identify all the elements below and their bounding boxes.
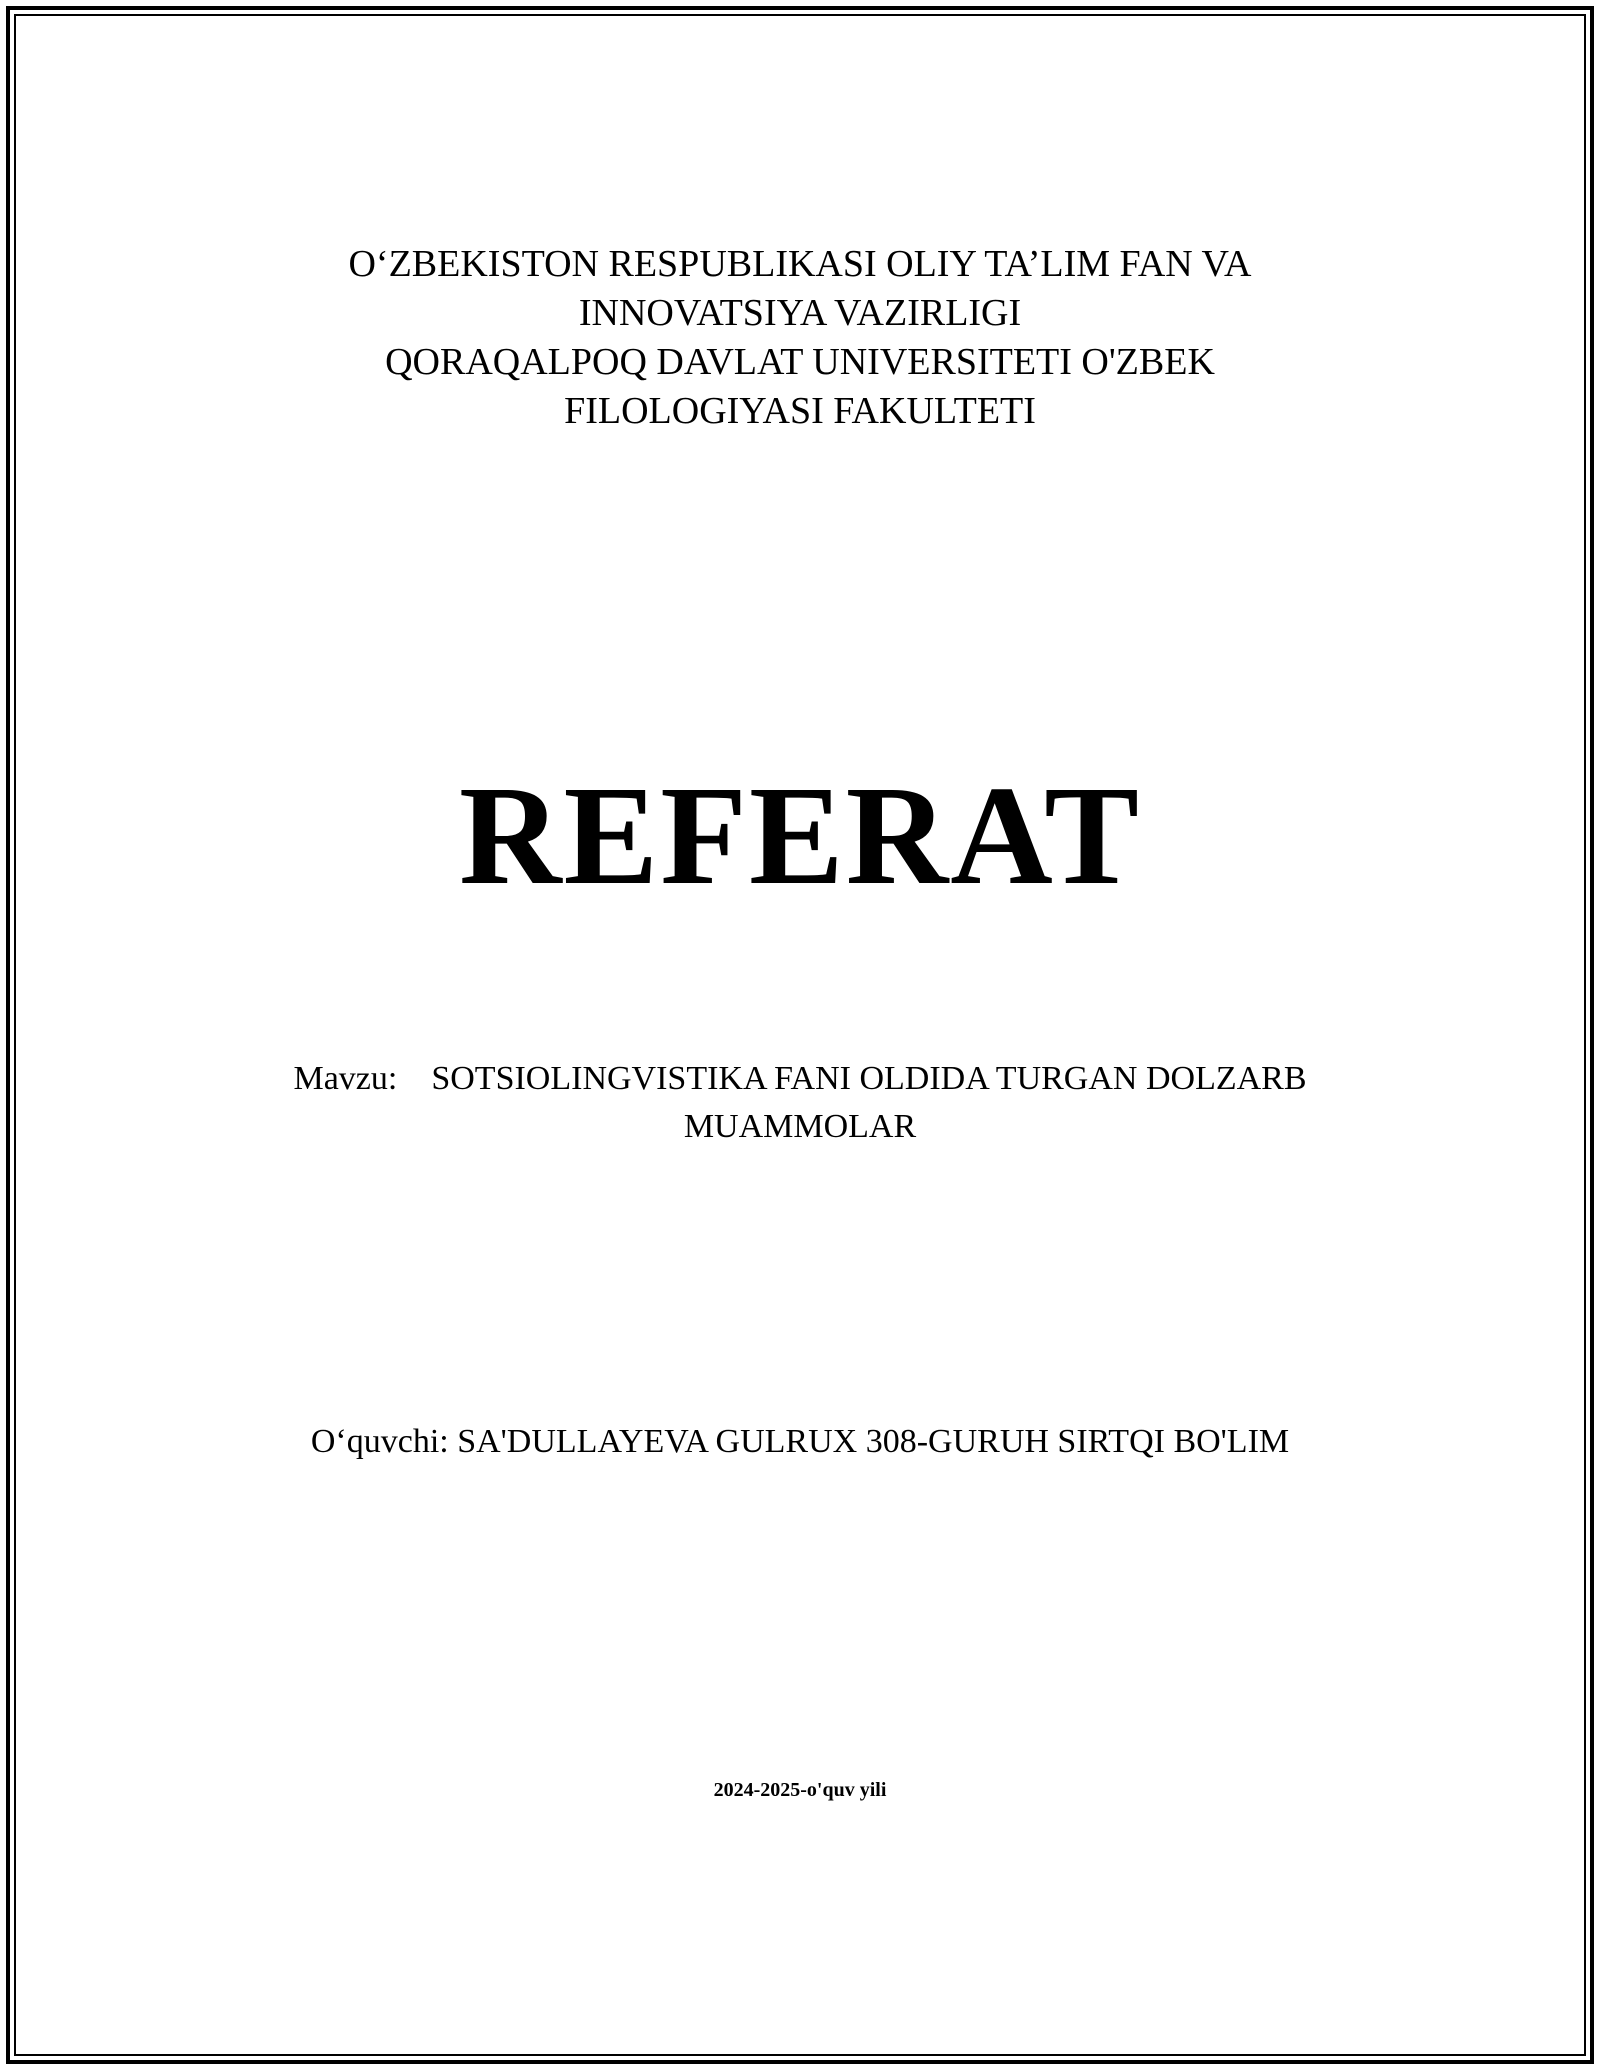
topic-label: Mavzu: xyxy=(293,1060,398,1097)
student-info: O‘quvchi: SA'DULLAYEVA GULRUX 308-GURUH SIRTQI BO'LIM xyxy=(310,1423,1290,1460)
topic-block xyxy=(0,1055,1600,1151)
institution-header xyxy=(0,240,1600,436)
header-line: QORAQALPOQ DAVLAT UNIVERSITETI O'ZBEK xyxy=(385,341,1215,383)
header-line: O‘ZBEKISTON RESPUBLIKASI OLIY TA’LIM FAN VA xyxy=(348,243,1252,285)
academic-year: 2024-2025-o'quv yili xyxy=(713,1779,887,1801)
header-line: INNOVATSIYA VAZIRLIGI xyxy=(578,292,1022,334)
header-line: FILOLOGIYASI FAKULTETI xyxy=(564,390,1036,432)
topic-text-line-2: MUAMMOLAR xyxy=(683,1108,917,1145)
topic-text-line-1: SOTSIOLINGVISTIKA FANI OLDIDA TURGAN DOLZARB xyxy=(431,1060,1307,1097)
document-title: REFERAT xyxy=(459,756,1141,914)
topic-line-1 xyxy=(0,1055,1600,1103)
